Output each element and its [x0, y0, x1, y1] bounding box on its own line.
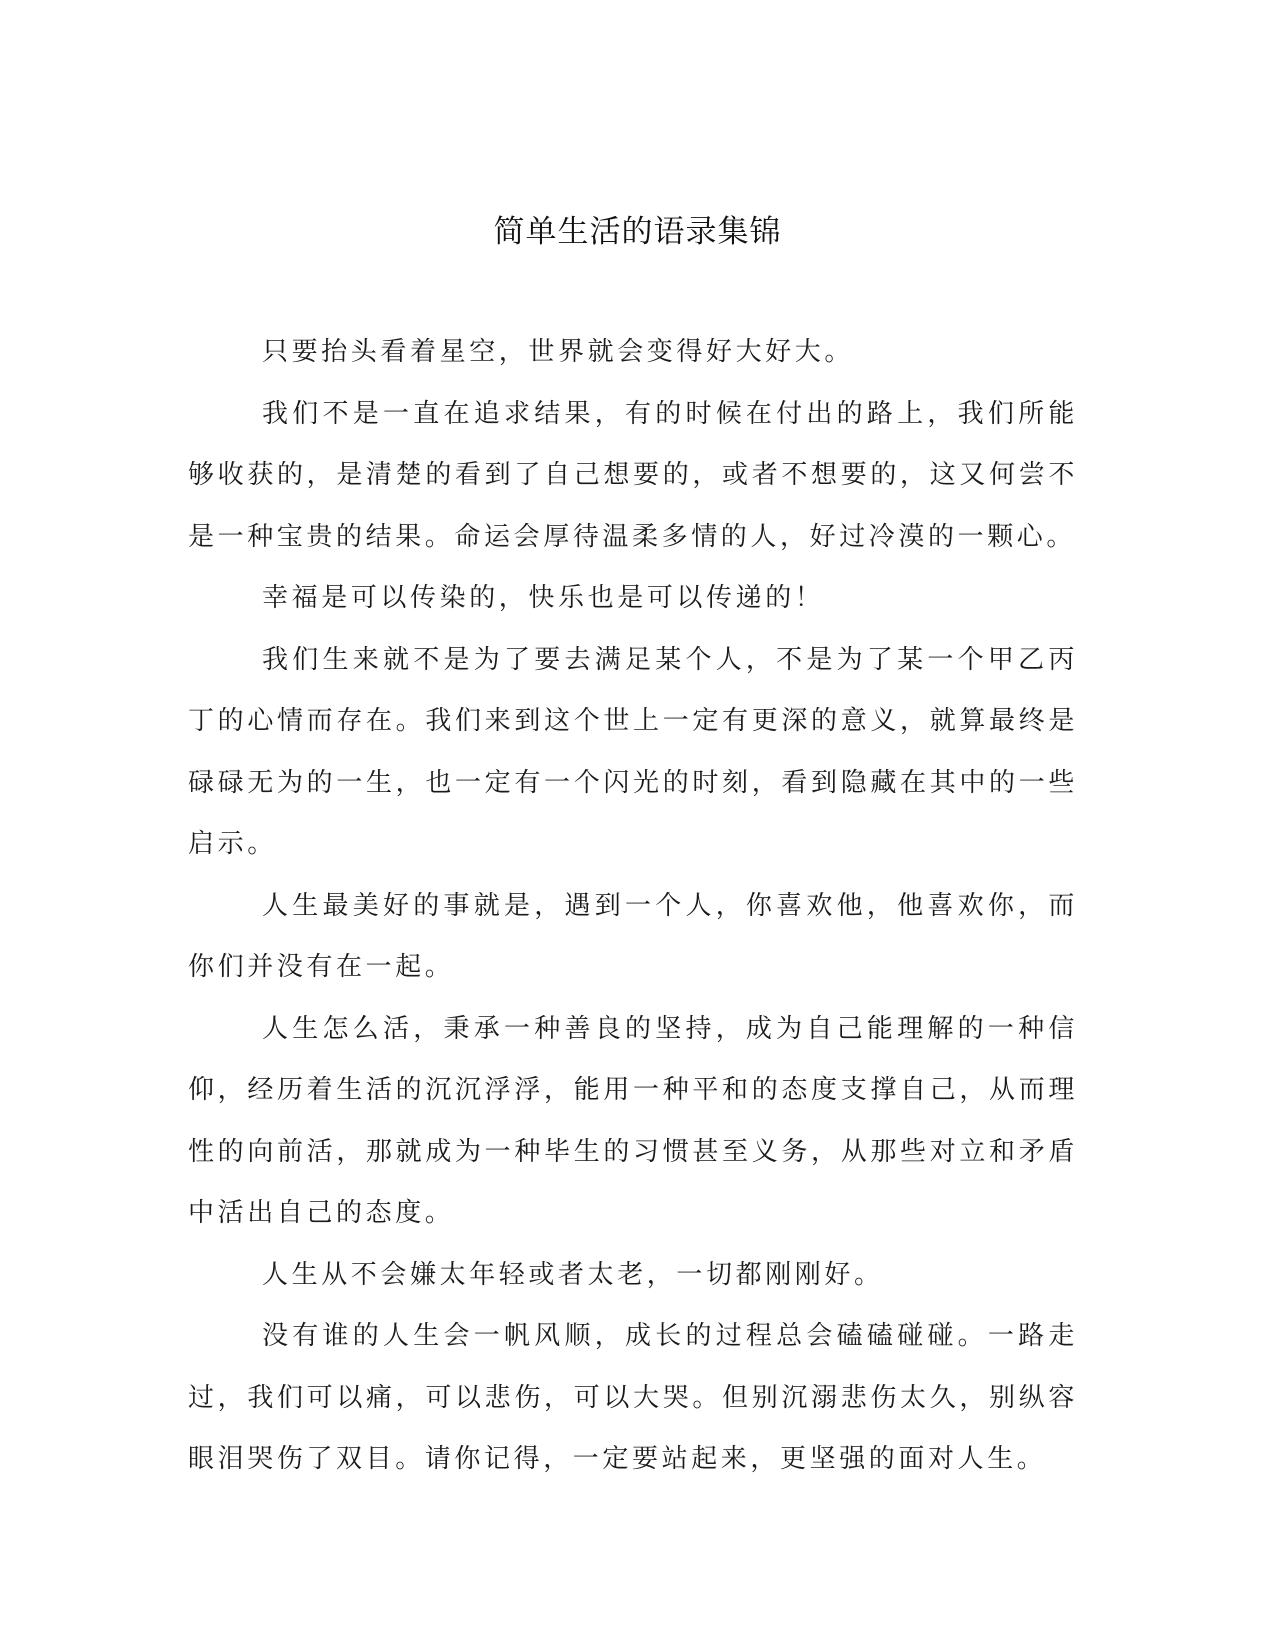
document-title: 简单生活的语录集锦 — [493, 214, 782, 250]
paragraph-5: 人生最美好的事就是，遇到一个人，你喜欢他，他喜欢你，而你们并没有在一起。 — [188, 890, 1078, 982]
paragraph-7: 人生从不会嫌太年轻或者太老，一切都刚刚好。 — [262, 1259, 884, 1290]
paragraph-1: 只要抬头看着星空，世界就会变得好大好大。 — [262, 337, 855, 367]
paragraph-8: 没有谁的人生会一帆风顺，成长的过程总会磕磕碰碰。一路走过，我们可以痛，可以悲伤，可以大哭。但别沉溺悲伤太久，别纵容眼泪哭伤了双目。请你记得，一定要站起来，更坚强的面对人生。 — [188, 1321, 1078, 1474]
paragraph-6: 人生怎么活，秉承一种善良的坚持，成为自己能理解的一种信仰，经历着生活的沉沉浮浮，能用一种平和的态度支撑自己，从而理性的向前活，那就成为一种毕生的习惯甚至义务，从那些对立和矛盾中活出自己的态度。 — [188, 1013, 1078, 1228]
paragraph-3: 幸福是可以传染的，快乐也是可以传递的！ — [262, 583, 825, 613]
paragraph-4: 我们生来就不是为了要去满足某个人，不是为了某一个甲乙丙丁的心情而存在。我们来到这个世上一定有更深的意义，就算最终是碌碌无为的一生，也一定有一个闪光的时刻，看到隐藏在其中的一些启示。 — [188, 644, 1078, 859]
paragraph-2: 我们不是一直在追求结果，有的时候在付出的路上，我们所能够收获的，是清楚的看到了自己想要的，或者不想要的，这又何尝不是一种宝贵的结果。命运会厚待温柔多情的人，好过冷漠的一颗心。 — [188, 398, 1078, 552]
document-body — [188, 322, 1078, 1491]
